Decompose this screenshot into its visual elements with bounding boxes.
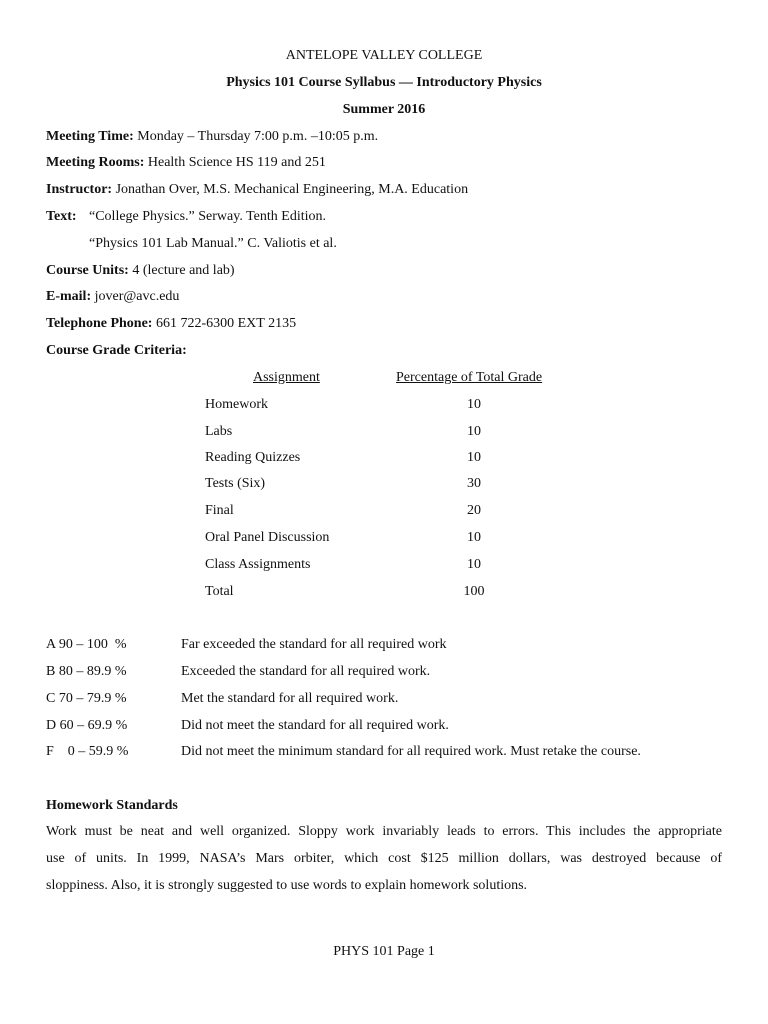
text-label: Text: (46, 209, 77, 224)
scale-grade: A 90 – 100 % (46, 637, 127, 652)
phone-value: 661 722-6300 EXT 2135 (155, 316, 297, 331)
course-units-value: 4 (lecture and lab) (132, 263, 235, 278)
text-row (46, 208, 77, 226)
phone-row (46, 315, 296, 333)
table-row-assignment: Labs (205, 424, 233, 439)
scale-desc: Far exceeded the standard for all required work (181, 637, 447, 652)
scale-desc: Exceeded the standard for all required work. (181, 664, 431, 679)
table-row-assignment: Homework (205, 397, 268, 412)
table-row-percent: 10 (467, 450, 481, 465)
table-row-percent: 10 (467, 397, 481, 412)
homework-line: Work must be neat and well organized. Sloppy work invariably leads to errors. This includes the appropriate (46, 824, 722, 839)
term: Summer 2016 (342, 102, 426, 117)
instructor-label: Instructor: (46, 182, 113, 197)
meeting-time-value: Monday – Thursday 7:00 p.m. –10:05 p.m. (137, 129, 379, 144)
table-row-percent: 30 (467, 476, 481, 491)
meeting-time-row (46, 128, 378, 146)
course-title: Physics 101 Course Syllabus — Introductory Physics (226, 75, 542, 90)
grade-criteria-label: Course Grade Criteria: (46, 343, 187, 358)
email-row (46, 288, 179, 306)
email-value: jover@avc.edu (94, 289, 180, 304)
table-row-percent: 100 (463, 584, 485, 599)
scale-grade: F 0 – 59.9 % (46, 744, 129, 759)
scale-desc: Did not meet the standard for all required work. (181, 718, 449, 733)
table-row-assignment: Final (205, 503, 234, 518)
scale-grade: D 60 – 69.9 % (46, 718, 128, 733)
table-row-assignment: Class Assignments (205, 557, 311, 572)
table-row-percent: 20 (467, 503, 481, 518)
course-units-row (46, 262, 235, 280)
homework-line: sloppiness. Also, it is strongly suggested to use words to explain homework solutions. (46, 878, 528, 893)
phone-label: Telephone Phone: (46, 316, 153, 331)
college-name: ANTELOPE VALLEY COLLEGE (285, 48, 483, 63)
course-units-label: Course Units: (46, 263, 129, 278)
table-row-percent: 10 (467, 530, 481, 545)
table-row-assignment: Oral Panel Discussion (205, 530, 330, 545)
table-row-assignment: Tests (Six) (205, 476, 266, 491)
homework-line: use of units. In 1999, NASA’s Mars orbiter, which cost $125 million dollars, was destroyed because of (46, 851, 722, 866)
scale-grade: B 80 – 89.9 % (46, 664, 127, 679)
meeting-rooms-value: Health Science HS 119 and 251 (147, 155, 326, 170)
email-label: E-mail: (46, 289, 92, 304)
table-header-assignment: Assignment (253, 370, 320, 385)
text-value-1: “College Physics.” Serway. Tenth Edition. (89, 209, 326, 224)
table-row-percent: 10 (467, 424, 481, 439)
table-row-assignment: Total (205, 584, 234, 599)
table-header-percentage: Percentage of Total Grade (396, 370, 543, 385)
homework-heading: Homework Standards (46, 798, 178, 813)
scale-desc: Did not meet the minimum standard for all required work. Must retake the course. (181, 744, 641, 759)
meeting-rooms-label: Meeting Rooms: (46, 155, 145, 170)
meeting-rooms-row (46, 154, 326, 172)
instructor-value: Jonathan Over, M.S. Mechanical Engineering, M.A. Education (115, 182, 469, 197)
scale-desc: Met the standard for all required work. (181, 691, 399, 706)
meeting-time-label: Meeting Time: (46, 129, 134, 144)
instructor-row (46, 181, 468, 199)
page-footer: PHYS 101 Page 1 (333, 944, 435, 959)
scale-grade: C 70 – 79.9 % (46, 691, 127, 706)
table-row-percent: 10 (467, 557, 481, 572)
table-row-assignment: Reading Quizzes (205, 450, 301, 465)
text-value-2: “Physics 101 Lab Manual.” C. Valiotis et al. (89, 236, 337, 251)
